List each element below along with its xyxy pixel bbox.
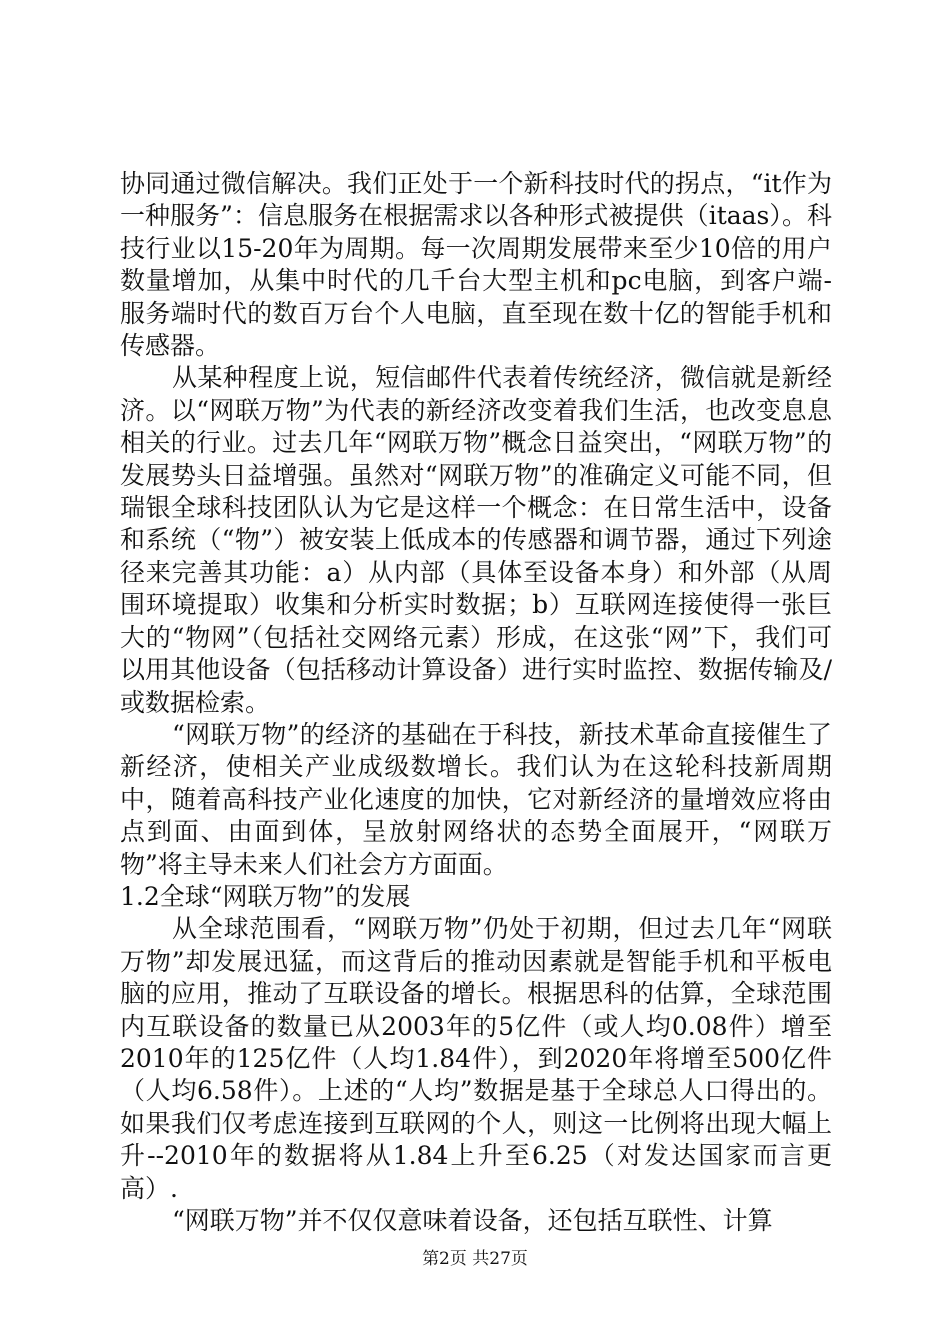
- paragraph-1: 协同通过微信解决。我们正处于一个新科技时代的拐点，“it作为一种服务”：信息服务在根据需求以各种形式被提供（itaas）。科技行业以15-20年为周期。每一次周期发展带来至少10倍的用户数量增加，从集中时代的几千台大型主机和pc电脑，到客户端-服务端时代的数百万台个人电脑，直至现在数十亿的智能手机和传感器。: [120, 169, 832, 361]
- page-number-footer: 第2页 共27页: [422, 1249, 528, 1269]
- section-heading: 1.2全球“网联万物”的发展: [120, 881, 411, 911]
- paragraph-5: “网联万物”并不仅仅意味着设备，还包括互联性、计算: [172, 1206, 773, 1235]
- document-body: [120, 168, 832, 1237]
- paragraph-4: 从全球范围看，“网联万物”仍处于初期，但过去几年“网联万物”却发展迅猛，而这背后的推动因素就是智能手机和平板电脑的应用，推动了互联设备的增长。根据思科的估算，全球范围内互联设备的数量已从2003年的5亿件（或人均0.08件）增至2010年的125亿件（人均1.84件），到2020年将增至500亿件（人均6.58件）。上述的“人均”数据是基于全球总人口得出的。如果我们仅考虑连接到互联网的个人，则这一比例将出现大幅上升--2010年的数据将从1.84上升至6.25（对发达国家而言更高）.: [120, 914, 832, 1203]
- paragraph-3: “网联万物”的经济的基础在于科技，新技术革命直接催生了新经济，使相关产业成级数增长。我们认为在这轮科技新周期中，随着高科技产业化速度的加快，它对新经济的量增效应将由点到面、由面到体，呈放射网络状的态势全面展开，“网联万物”将主导未来人们社会方方面面。: [120, 719, 832, 879]
- paragraph-2: 从某种程度上说，短信邮件代表着传统经济，微信就是新经济。以“网联万物”为代表的新经济改变着我们生活，也改变息息相关的行业。过去几年“网联万物”概念日益突出，“网联万物”的发展势头日益增强。虽然对“网联万物”的准确定义可能不同，但瑞银全球科技团队认为它是这样一个概念：在日常生活中，设备和系统（“物”）被安装上低成本的传感器和调节器，通过下列途径来完善其功能：a）从内部（具体至设备本身）和外部（从周围环境提取）收集和分析实时数据；b）互联网连接使得一张巨大的“物网”（包括社交网络元素）形成，在这张“网”下，我们可以用其他设备（包括移动计算设备）进行实时监控、数据传输及/或数据检索。: [120, 363, 832, 717]
